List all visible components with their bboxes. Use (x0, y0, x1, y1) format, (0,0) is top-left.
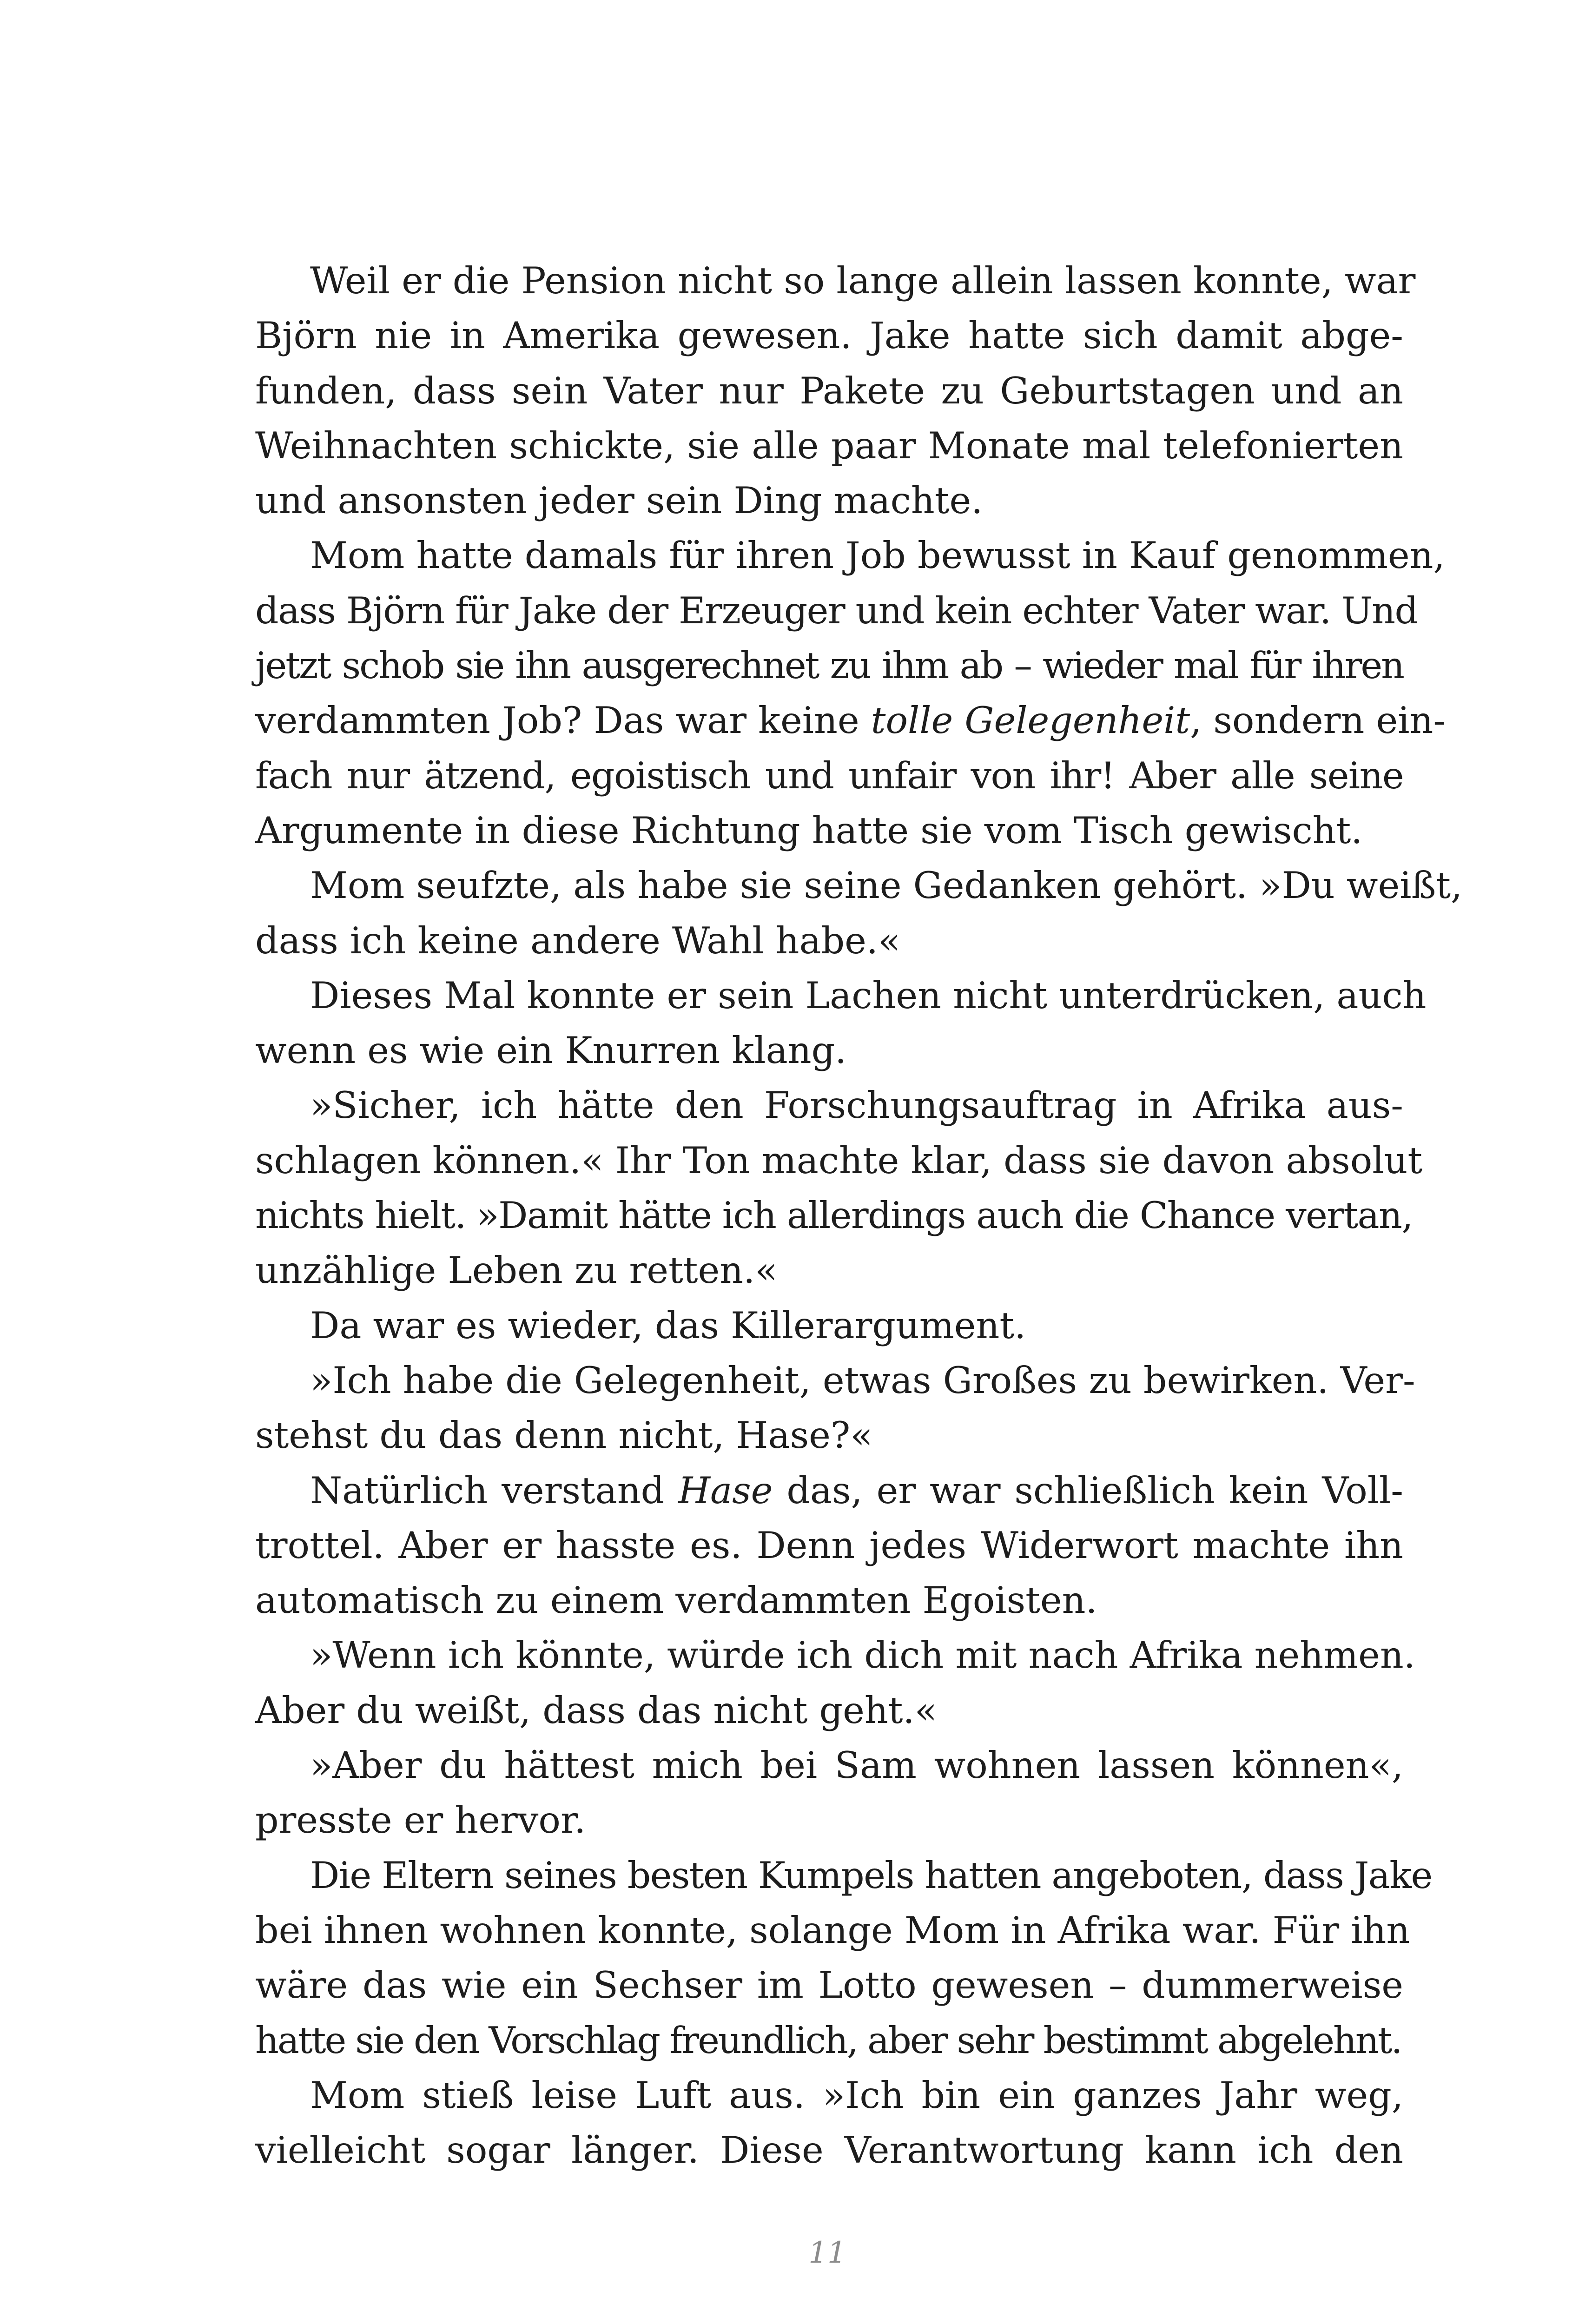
text-line: vielleicht sogar länger. Diese Verantwortung kann ich den (255, 2129, 1403, 2172)
line-text: , sondern ein- (1190, 699, 1446, 742)
text-line: wäre das wie ein Sechser im Lotto gewesen – dummerweise (255, 1964, 1403, 2007)
text-line: jetzt schob sie ihn ausgerechnet zu ihm ab – wieder mal für ihren (255, 644, 1403, 687)
text-line: Weihnachten schickte, sie alle paar Monate mal telefonierten (255, 424, 1403, 467)
text-line: »Sicher, ich hätte den Forschungsauftrag in Afrika aus- (310, 1084, 1403, 1127)
text-line: bei ihnen wohnen konnte, solange Mom in Afrika war. Für ihn (255, 1908, 1410, 1952)
text-line: »Wenn ich könnte, würde ich dich mit nach Afrika nehmen. (310, 1634, 1415, 1677)
line-text: Natürlich verstand (310, 1469, 679, 1512)
text-line: stehst du das denn nicht, Hase?« (255, 1414, 873, 1457)
text-line: Aber du weißt, dass das nicht geht.« (255, 1689, 937, 1732)
text-line: dass ich keine andere Wahl habe.« (255, 919, 901, 962)
text-line: funden, dass sein Vater nur Pakete zu Geburtstagen und an (255, 369, 1403, 412)
emphasized-text: tolle Gelegenheit (871, 699, 1190, 742)
line-text: das, er war schließlich kein Voll- (773, 1469, 1403, 1512)
text-line: Mom hatte damals für ihren Job bewusst in Kauf genommen, (310, 534, 1445, 577)
text-line: nichts hielt. »Damit hätte ich allerdings auch die Chance vertan, (255, 1194, 1413, 1237)
text-line: unzählige Leben zu retten.« (255, 1249, 778, 1292)
text-line (255, 1463, 1403, 1518)
text-line: fach nur ätzend, egoistisch und unfair von ihr! Aber alle seine (255, 754, 1403, 797)
text-line: hatte sie den Vorschlag freundlich, aber sehr bestimmt abgelehnt. (255, 2019, 1401, 2062)
line-text: verdammten Job? Das war keine (255, 699, 871, 742)
text-line: automatisch zu einem verdammten Egoisten. (255, 1579, 1097, 1622)
text-line: »Aber du hättest mich bei Sam wohnen lassen können«, (310, 1744, 1403, 1787)
text-line: Mom stieß leise Luft aus. »Ich bin ein ganzes Jahr weg, (310, 2073, 1403, 2117)
text-line (255, 693, 1446, 748)
text-line: »Ich habe die Gelegenheit, etwas Großes zu bewirken. Ver- (310, 1359, 1415, 1402)
text-line: Argumente in diese Richtung hatte sie vom Tisch gewischt. (255, 809, 1363, 852)
text-line: dass Björn für Jake der Erzeuger und kein echter Vater war. Und (255, 589, 1418, 632)
text-line: Da war es wieder, das Killerargument. (310, 1304, 1026, 1347)
body-text (255, 253, 1463, 2178)
text-line: Die Eltern seines besten Kumpels hatten angeboten, dass Jake (310, 1854, 1432, 1897)
text-line: trottel. Aber er hasste es. Denn jedes Widerwort machte ihn (255, 1524, 1403, 1567)
text-line: Weil er die Pension nicht so lange allein lassen konnte, war (310, 259, 1416, 302)
text-line: Björn nie in Amerika gewesen. Jake hatte sich damit abge- (255, 314, 1403, 357)
text-line: schlagen können.« Ihr Ton machte klar, dass sie davon absolut (255, 1139, 1423, 1182)
text-line: presste er hervor. (255, 1799, 586, 1842)
emphasized-text: Hase (678, 1469, 773, 1512)
page-number: 11 (808, 2236, 846, 2270)
text-line: Dieses Mal konnte er sein Lachen nicht unterdrücken, auch (310, 974, 1427, 1017)
text-line: und ansonsten jeder sein Ding machte. (255, 479, 983, 522)
text-line: wenn es wie ein Knurren klang. (255, 1029, 847, 1072)
text-line: Mom seufzte, als habe sie seine Gedanken gehört. »Du weißt, (310, 864, 1463, 907)
